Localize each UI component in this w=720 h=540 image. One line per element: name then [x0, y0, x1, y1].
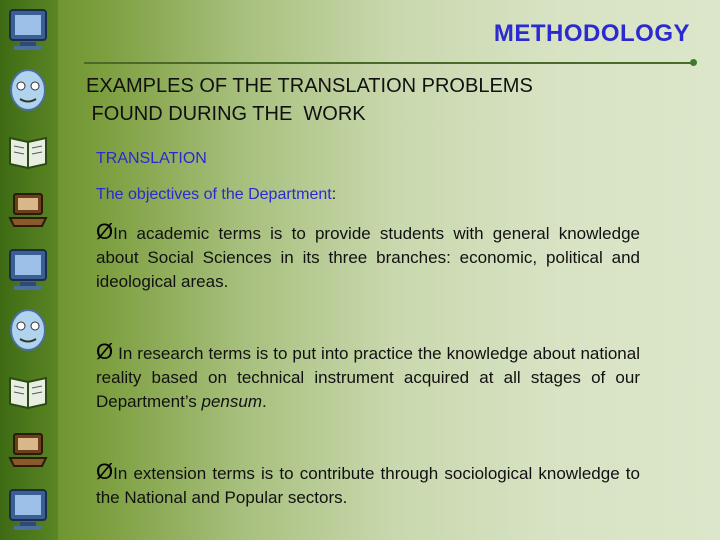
bullet-text: In research terms is to put into practice the knowledge about national reality based on technical instrument acquired at all stages of our Department’s [96, 344, 640, 411]
objectives-heading-colon: : [331, 186, 337, 203]
slide-title: METHODOLOGY [493, 20, 690, 47]
computer-monitor-icon [4, 484, 52, 536]
decorative-sidebar [0, 0, 58, 540]
title-divider [84, 62, 694, 64]
bullet-research [96, 340, 640, 414]
divider-end-dot [690, 59, 697, 66]
thinker-face-icon [4, 64, 52, 116]
section-heading: TRANSLATION [96, 150, 207, 167]
arrow-bullet-icon: Ø [96, 219, 114, 244]
objectives-heading-text: The objectives of the Department [96, 186, 332, 203]
computer-monitor-icon [4, 244, 52, 296]
laptop-computer-icon [4, 424, 52, 476]
laptop-computer-icon [4, 184, 52, 236]
slide-subtitle: EXAMPLES OF THE TRANSLATION PROBLEMS FOUND DURING THE WORK [86, 75, 533, 125]
open-book-icon [4, 124, 52, 176]
bullet-academic [96, 220, 640, 294]
thinker-face-icon [4, 304, 52, 356]
objectives-heading [96, 186, 336, 204]
open-book-icon [4, 364, 52, 416]
bullet-italic-term: pensum [201, 392, 262, 411]
bullet-text-end: . [262, 392, 267, 411]
bullet-text: In academic terms is to provide students with general knowledge about Social Sciences in its three branches: economic, political and ideological areas. [96, 224, 640, 291]
bullet-text: In extension terms is to contribute through sociological knowledge to the National and Popular sectors. [96, 464, 640, 507]
arrow-bullet-icon: Ø [96, 459, 114, 484]
bullet-extension [96, 460, 640, 510]
arrow-bullet-icon: Ø [96, 339, 114, 364]
computer-monitor-icon [4, 4, 52, 56]
